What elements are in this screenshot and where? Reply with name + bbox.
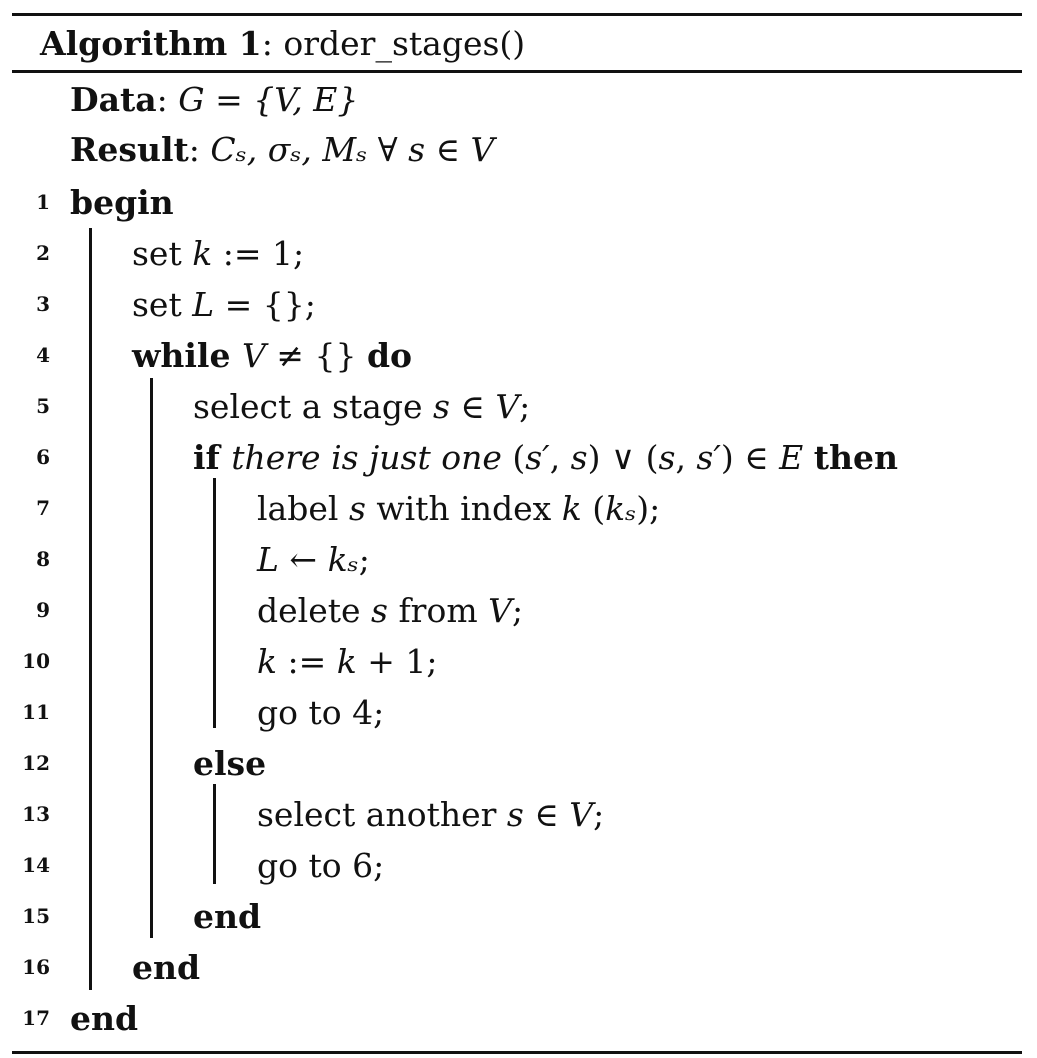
line-number: 8 xyxy=(36,547,50,571)
code-token: go to 4; xyxy=(257,693,385,732)
code-line xyxy=(0,739,1037,789)
keyword: else xyxy=(193,744,267,783)
code-line xyxy=(0,178,1037,228)
code-token: ) ∨ ( xyxy=(587,438,659,477)
code-text xyxy=(132,280,316,330)
code-line xyxy=(0,586,1037,636)
code-text xyxy=(257,586,523,636)
math-token: k xyxy=(192,234,213,273)
code-line xyxy=(0,280,1037,330)
code-token: set xyxy=(132,285,193,324)
math-token: s xyxy=(371,591,388,630)
caption-rule xyxy=(12,70,1022,73)
code-token: ; xyxy=(358,540,370,579)
result-line: Result: Cₛ, σₛ, Mₛ ∀ s ∈ V xyxy=(70,130,495,169)
code-line xyxy=(0,382,1037,432)
code-line xyxy=(0,331,1037,381)
math-token: L xyxy=(257,540,279,579)
code-line xyxy=(0,484,1037,534)
math-token: k xyxy=(336,642,357,681)
code-token: ; xyxy=(593,795,605,834)
code-token: select another xyxy=(257,795,507,834)
code-text xyxy=(132,331,412,381)
data-value: G = {V, E} xyxy=(178,80,359,119)
code-token: + 1; xyxy=(356,642,438,681)
code-text xyxy=(70,178,174,228)
keyword: end xyxy=(193,897,262,936)
code-text xyxy=(193,892,261,942)
line-number: 10 xyxy=(22,649,50,673)
code-token: label xyxy=(257,489,349,528)
keyword: begin xyxy=(70,183,174,222)
keyword: then xyxy=(813,438,898,477)
math-token: V xyxy=(569,795,594,834)
math-token: L xyxy=(192,285,215,324)
code-token: ∈ xyxy=(449,387,496,426)
math-token: s′ xyxy=(696,438,721,477)
keyword: end xyxy=(132,948,201,987)
code-line xyxy=(0,433,1037,483)
code-token: := 1; xyxy=(212,234,305,273)
math-token: E xyxy=(779,438,804,477)
keyword: while xyxy=(132,336,242,375)
code-text xyxy=(257,484,660,534)
code-token: go to 6; xyxy=(257,846,385,885)
line-number: 3 xyxy=(36,292,50,316)
math-token: s xyxy=(570,438,588,477)
code-text xyxy=(257,637,438,687)
code-token: ) ∈ xyxy=(720,438,780,477)
result-label: Result xyxy=(70,130,189,169)
line-number: 17 xyxy=(22,1006,50,1030)
code-token: with index xyxy=(365,489,562,528)
top-rule xyxy=(12,13,1022,16)
code-text xyxy=(193,433,898,483)
code-text xyxy=(132,943,200,993)
math-token: V xyxy=(488,591,512,630)
math-token: there is just one xyxy=(231,438,502,477)
code-token: , xyxy=(675,438,697,477)
bottom-rule xyxy=(12,1051,1022,1054)
data-line: Data: G = {V, E} xyxy=(70,80,359,119)
code-line xyxy=(0,841,1037,891)
code-token: set xyxy=(132,234,193,273)
code-token: ( xyxy=(581,489,606,528)
math-token: V xyxy=(241,336,266,375)
math-token: s xyxy=(658,438,676,477)
code-token: ; xyxy=(511,591,524,630)
math-token: V xyxy=(495,387,520,426)
line-number: 6 xyxy=(36,445,50,469)
line-number: 4 xyxy=(36,343,50,367)
line-number: 16 xyxy=(22,955,50,979)
line-number: 5 xyxy=(36,394,50,418)
code-text xyxy=(257,535,370,585)
code-token: delete xyxy=(257,591,372,630)
keyword: do xyxy=(366,336,413,375)
code-token: ∈ xyxy=(523,795,570,834)
code-line xyxy=(0,637,1037,687)
line-number: 14 xyxy=(22,853,50,877)
line-number: 13 xyxy=(22,802,50,826)
math-token: s xyxy=(506,795,524,834)
keyword: if xyxy=(193,438,232,477)
code-token: ; xyxy=(519,387,531,426)
math-token: kₛ xyxy=(327,540,359,579)
line-number: 9 xyxy=(36,598,50,622)
code-token: = {}; xyxy=(214,285,316,324)
line-number: 11 xyxy=(22,700,50,724)
keyword: end xyxy=(70,999,139,1038)
math-token: s xyxy=(432,387,450,426)
code-text xyxy=(257,688,384,738)
code-text xyxy=(257,841,384,891)
code-token: := xyxy=(277,642,337,681)
code-text xyxy=(257,790,604,840)
code-line xyxy=(0,688,1037,738)
code-token: from xyxy=(387,591,489,630)
code-line xyxy=(0,229,1037,279)
code-token: , xyxy=(549,438,571,477)
math-token: s xyxy=(348,489,366,528)
math-token: k xyxy=(257,642,277,681)
code-token: ← xyxy=(278,540,328,579)
code-text xyxy=(70,994,138,1044)
code-line xyxy=(0,943,1037,993)
code-token: ( xyxy=(501,438,526,477)
data-label: Data xyxy=(70,80,157,119)
result-value: Cₛ, σₛ, Mₛ ∀ s ∈ V xyxy=(210,130,495,169)
code-line xyxy=(0,892,1037,942)
line-number: 12 xyxy=(22,751,50,775)
algorithm-name: order_stages() xyxy=(283,24,526,63)
code-token: ≠ {} xyxy=(265,336,367,375)
line-number: 7 xyxy=(36,496,50,520)
code-line xyxy=(0,790,1037,840)
code-line xyxy=(0,535,1037,585)
algorithm-label: Algorithm 1 xyxy=(40,24,262,63)
code-token: select a stage xyxy=(193,387,433,426)
math-token: k xyxy=(561,489,582,528)
math-token: s′ xyxy=(525,438,550,477)
caption-separator: : xyxy=(261,24,273,63)
line-number: 2 xyxy=(36,241,50,265)
algorithm-caption xyxy=(40,22,525,66)
code-text xyxy=(193,382,530,432)
code-token: ); xyxy=(636,489,661,528)
code-line xyxy=(0,994,1037,1044)
math-token: kₛ xyxy=(605,489,637,528)
code-text xyxy=(193,739,266,789)
code-token xyxy=(803,438,814,477)
line-number: 1 xyxy=(36,190,50,214)
code-text xyxy=(132,229,304,279)
line-number: 15 xyxy=(22,904,50,928)
